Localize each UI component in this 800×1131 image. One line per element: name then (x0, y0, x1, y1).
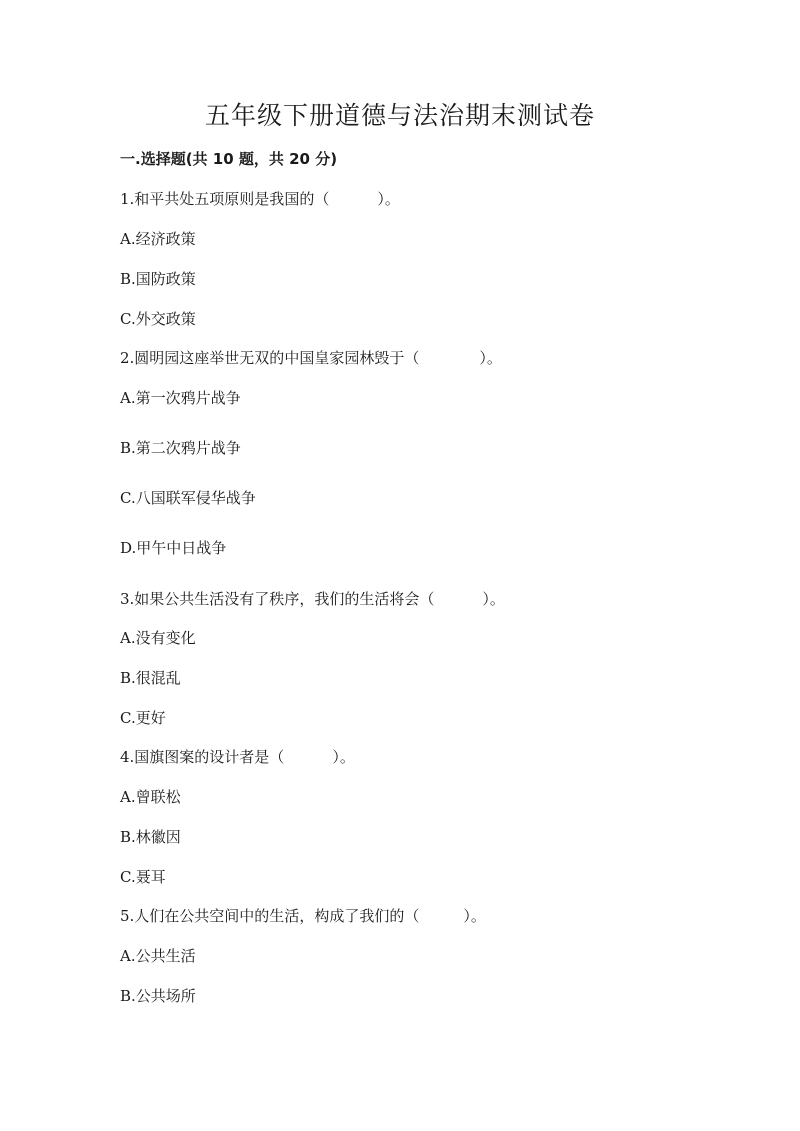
question-1-stem-start: 1.和平共处五项原则是我国的（ (120, 190, 330, 208)
option-5b: B.公共场所 (120, 987, 196, 1005)
question-2-stem-end: ）。 (479, 349, 502, 367)
question-5-stem-end: ）。 (463, 907, 486, 925)
option-3c: C.更好 (120, 709, 166, 727)
question-2 (120, 347, 502, 368)
option-4b: B.林徽因 (120, 828, 181, 846)
page-title: 五年级下册道德与法治期末测试卷 (204, 101, 595, 130)
option-2d: D.甲午中日战争 (120, 539, 227, 557)
question-4 (120, 746, 355, 767)
question-3-stem-start: 3.如果公共生活没有了秩序，我们的生活将会（ (120, 590, 435, 608)
question-2-stem-start: 2.圆明园这座举世无双的中国皇家园林毁于（ (120, 349, 420, 367)
option-1a: A.经济政策 (120, 230, 196, 248)
option-4c: C.聂耳 (120, 868, 166, 886)
option-1b: B.国防政策 (120, 270, 196, 288)
option-3a: A.没有变化 (120, 629, 196, 647)
question-1 (120, 188, 400, 209)
question-5 (120, 905, 486, 926)
section-heading: 一.选择题(共 10 题，共 20 分) (120, 150, 338, 168)
option-4a: A.曾联松 (120, 788, 181, 806)
option-2a: A.第一次鸦片战争 (120, 389, 241, 407)
question-1-stem-end: ）。 (377, 190, 400, 208)
option-3b: B.很混乱 (120, 669, 181, 687)
question-4-stem-start: 4.国旗图案的设计者是（ (120, 748, 285, 766)
question-5-stem-start: 5.人们在公共空间中的生活，构成了我们的（ (120, 907, 420, 925)
option-1c: C.外交政策 (120, 310, 196, 328)
question-3 (120, 588, 505, 609)
question-4-stem-end: ）。 (332, 748, 355, 766)
option-5a: A.公共生活 (120, 947, 196, 965)
option-2b: B.第二次鸦片战争 (120, 439, 241, 457)
option-2c: C.八国联军侵华战争 (120, 489, 256, 507)
question-3-stem-end: ）。 (482, 590, 505, 608)
